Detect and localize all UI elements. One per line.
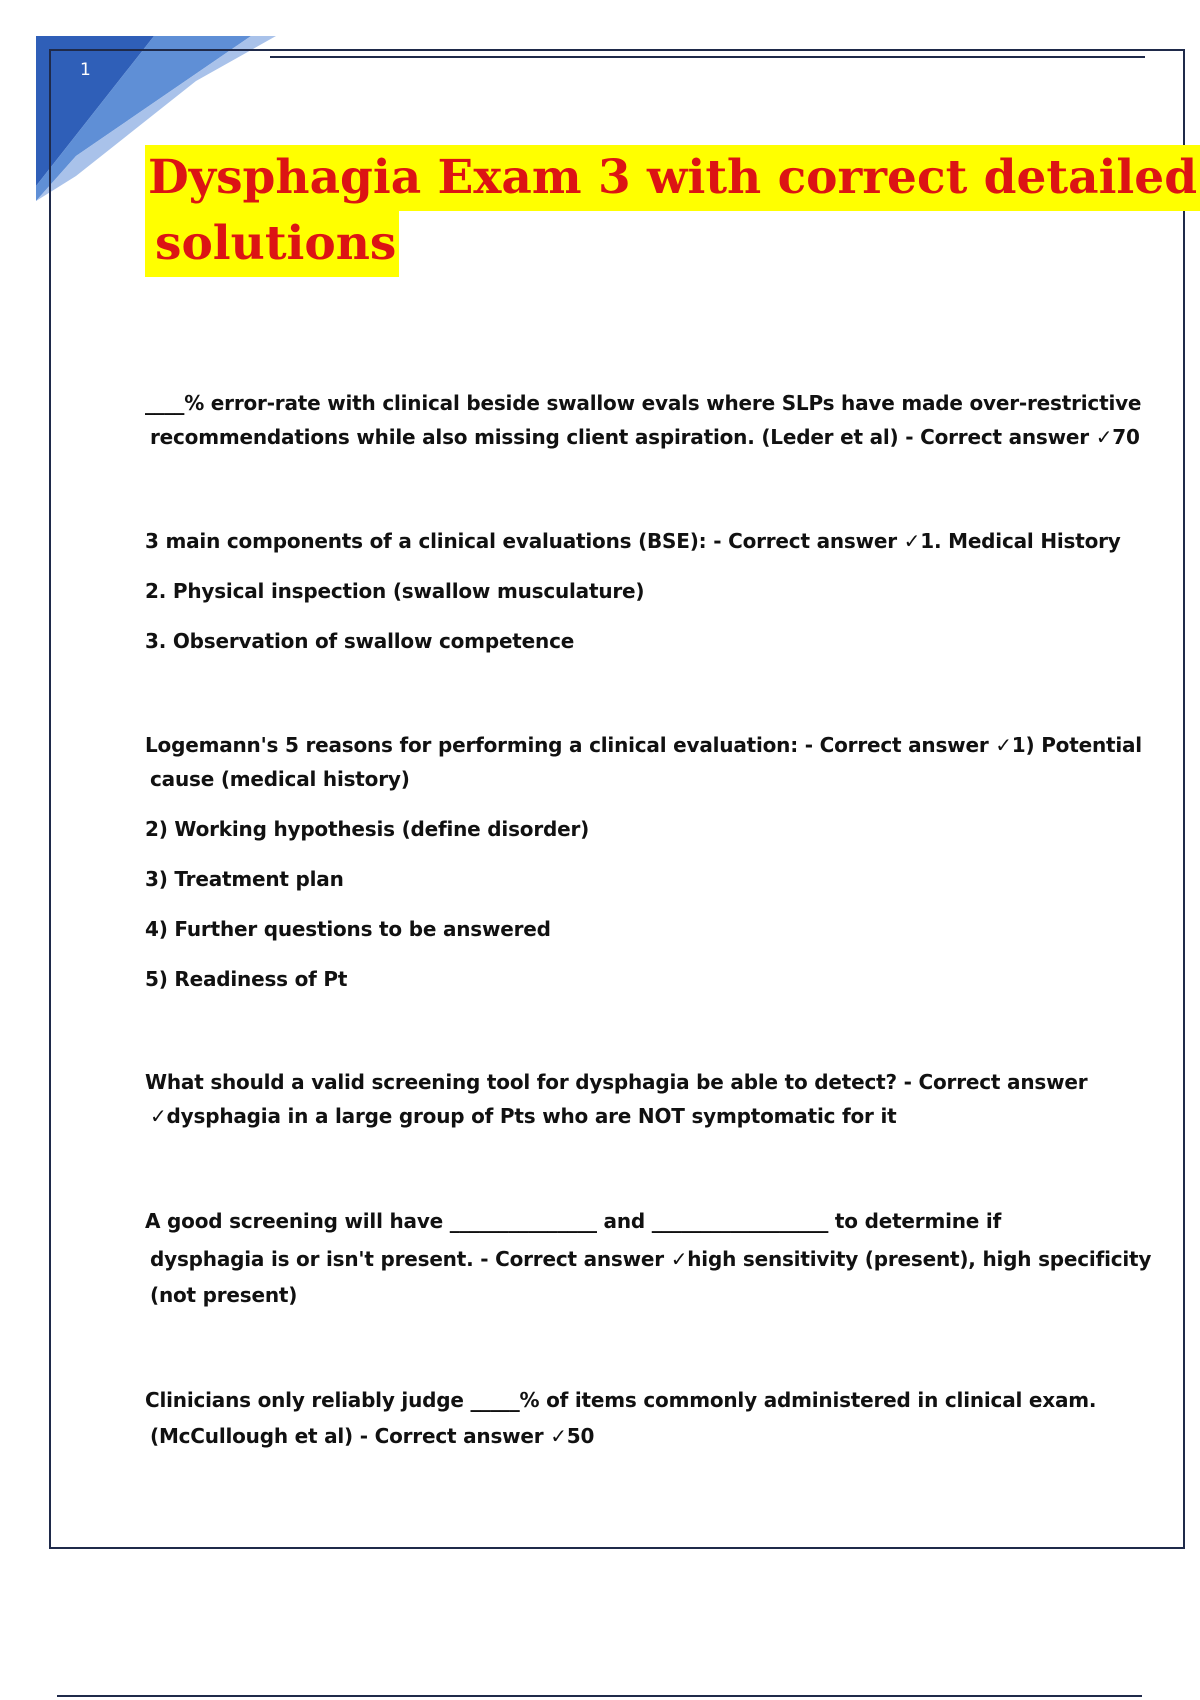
question-text: dysphagia is or isn't present. - Correct answer ✓high sensitivity (present), high specificity	[150, 1247, 1152, 1271]
page-number: 1	[80, 60, 91, 80]
question-text: (McCullough et al) - Correct answer ✓50	[150, 1424, 595, 1448]
question-3	[145, 728, 1142, 996]
question-text: ____% error-rate with clinical beside swallow evals where SLPs have made over-restrictive	[145, 391, 1142, 415]
question-2	[145, 524, 1121, 658]
question-list	[145, 386, 1152, 1454]
document-title	[145, 145, 1198, 277]
question-5	[145, 1202, 1152, 1312]
question-text: (not present)	[150, 1283, 298, 1307]
question-4	[145, 1065, 1088, 1133]
question-text: ✓dysphagia in a large group of Pts who are NOT symptomatic for it	[150, 1104, 897, 1128]
answer-item: 2. Physical inspection (swallow musculature)	[145, 579, 645, 603]
question-6	[145, 1382, 1097, 1454]
answer-item: 2) Working hypothesis (define disorder)	[145, 817, 590, 841]
question-text: 3 main components of a clinical evaluations (BSE): - Correct answer ✓1. Medical History	[145, 529, 1121, 553]
question-text: recommendations while also missing client aspiration. (Leder et al) - Correct answer ✓70	[150, 425, 1140, 449]
question-1	[145, 386, 1142, 454]
question-text: What should a valid screening tool for dysphagia be able to detect? - Correct answer	[145, 1070, 1088, 1094]
title-line-1: Dysphagia Exam 3 with correct detailed	[145, 145, 1200, 211]
answer-item: 5) Readiness of Pt	[145, 967, 348, 991]
answer-item: 3) Treatment plan	[145, 867, 344, 891]
question-text: cause (medical history)	[150, 767, 410, 791]
question-text: Clinicians only reliably judge _____% of items commonly administered in clinical exam.	[145, 1388, 1097, 1412]
footer-rule	[57, 1695, 1142, 1697]
question-text: Logemann's 5 reasons for performing a clinical evaluation: - Correct answer ✓1) Potential	[145, 733, 1142, 757]
answer-item: 3. Observation of swallow competence	[145, 629, 575, 653]
title-line-2: solutions	[145, 211, 399, 277]
question-text: A good screening will have _______________ and __________________ to determine if	[145, 1209, 1002, 1233]
answer-item: 4) Further questions to be answered	[145, 917, 551, 941]
